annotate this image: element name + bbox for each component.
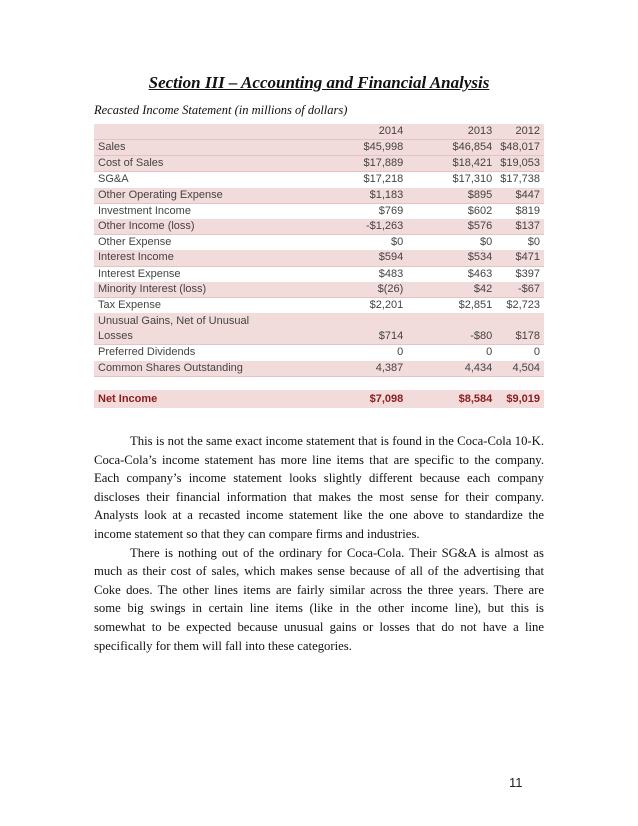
cell: 0 [533, 346, 540, 359]
spacer-cell [94, 376, 544, 390]
table-spacer-row [94, 376, 544, 390]
table-row [94, 219, 544, 235]
cell: $17,218 [363, 173, 404, 186]
table-row [94, 266, 544, 282]
income-statement-table [94, 124, 544, 408]
cell: $(26) [314, 282, 407, 298]
cell: $397 [515, 267, 540, 280]
cell: -$67 [496, 282, 544, 298]
cell: $137 [496, 219, 544, 235]
row-label: Other Operating Expense [94, 188, 314, 204]
cell-spacer [314, 313, 407, 329]
table-row [94, 203, 544, 219]
paragraph: There is nothing out of the ordinary for Coca-Cola. Their SG&A is almost as much as their cost of sales, which makes sense because of all of the advertising that Coke does. The other lines items are fairly similar across the three years. There are some big swings in certain line items (like in the other income line), but this is somewhat to be expected because unusual gains or losses that do not have a line specifically for them will fall into these categories. [94, 545, 544, 653]
table-caption: Recasted Income Statement (in millions of dollars) [94, 103, 348, 117]
cell: $447 [496, 188, 544, 204]
table-row [94, 140, 544, 156]
table-row [94, 361, 544, 377]
row-label: Unusual Gains, Net of Unusual [94, 313, 314, 329]
row-label: SG&A [98, 173, 129, 186]
paragraph: This is not the same exact income statement that is found in the Coca-Cola 10-K. Coca-Cola’s income statement has more line items that are specific to the company. Each company’s income statement looks slightly different because each company discloses their financial information that makes the most sense for their company. Analysts look at a recasted income statement like the one above to standardize the income statement so that they can compare firms and industries. [94, 434, 544, 541]
row-label: Interest Income [94, 250, 314, 266]
year-header: 2013 [407, 124, 496, 140]
cell: $2,851 [458, 299, 493, 312]
cell: $471 [496, 250, 544, 266]
cell: $9,019 [496, 390, 544, 408]
cell: $18,421 [407, 156, 496, 172]
cell: -$1,263 [314, 219, 407, 235]
cell-spacer [496, 313, 544, 329]
cell: $17,738 [500, 173, 540, 186]
table-row [94, 235, 544, 251]
cell: -$80 [407, 329, 496, 345]
cell: 4,387 [314, 361, 407, 377]
table-header-row [94, 124, 544, 140]
table-row [94, 345, 544, 361]
row-label: Net Income [94, 390, 314, 408]
row-label: Tax Expense [98, 299, 161, 312]
cell: $463 [467, 267, 493, 280]
cell: $0 [479, 236, 493, 249]
cell: $42 [407, 282, 496, 298]
net-income-row [94, 390, 544, 408]
table-row [94, 298, 544, 314]
row-label: Other Expense [98, 236, 172, 249]
cell: $895 [407, 188, 496, 204]
cell: $7,098 [314, 390, 407, 408]
cell: $483 [378, 267, 404, 280]
cell: $48,017 [496, 140, 544, 156]
cell: $0 [527, 236, 540, 249]
cell-spacer [407, 313, 496, 329]
cell: $17,889 [314, 156, 407, 172]
row-label: Investment Income [98, 204, 191, 217]
header-blank [94, 124, 314, 140]
table-row [94, 313, 544, 329]
cell: $576 [407, 219, 496, 235]
row-label: Common Shares Outstanding [94, 361, 314, 377]
row-label: Other Income (loss) [94, 219, 314, 235]
table-row [94, 172, 544, 188]
year-header: 2014 [314, 124, 407, 140]
cell: $178 [496, 329, 544, 345]
row-label: Preferred Dividends [98, 346, 196, 359]
table-row [94, 282, 544, 298]
cell: $819 [515, 204, 540, 217]
cell: 4,504 [496, 361, 544, 377]
row-label: Interest Expense [98, 267, 181, 280]
cell: $46,854 [407, 140, 496, 156]
cell: $594 [314, 250, 407, 266]
table-row [94, 188, 544, 204]
table-row [94, 156, 544, 172]
cell: 4,434 [407, 361, 496, 377]
cell: $2,201 [369, 299, 404, 312]
cell: $602 [467, 204, 493, 217]
cell: $17,310 [452, 173, 493, 186]
cell: $8,584 [407, 390, 496, 408]
cell: $534 [407, 250, 496, 266]
row-label: Minority Interest (loss) [94, 282, 314, 298]
cell: $45,998 [314, 140, 407, 156]
analysis-text [94, 432, 544, 655]
cell: 0 [486, 346, 493, 359]
table-row [94, 329, 544, 345]
cell: $1,183 [314, 188, 407, 204]
row-label: Sales [94, 140, 314, 156]
cell: $0 [391, 236, 404, 249]
cell: $19,053 [496, 156, 544, 172]
cell: $769 [378, 204, 404, 217]
cell: $714 [314, 329, 407, 345]
row-label: Cost of Sales [94, 156, 314, 172]
cell: 0 [397, 346, 404, 359]
year-header: 2012 [496, 124, 544, 140]
row-label: Losses [94, 329, 314, 345]
cell: $2,723 [506, 299, 540, 312]
table-row [94, 250, 544, 266]
page-number: 11 [509, 775, 523, 790]
section-title: Section III – Accounting and Financial Analysis [148, 73, 490, 92]
